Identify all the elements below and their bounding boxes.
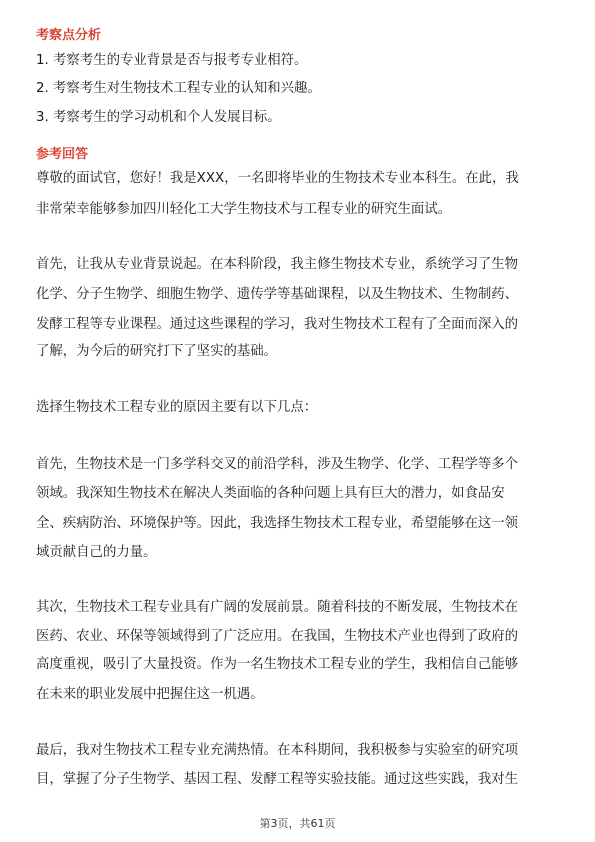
- paragraph-line: 非常荣幸能够参加四川轻化工大学生物技术与工程专业的研究生面试。: [36, 202, 452, 217]
- paragraph-line: 全、疾病防治、环境保护等。因此，我选择生物技术工程专业，希望能够在这一领: [36, 516, 519, 531]
- paragraph-line: 目，掌握了分子生物学、基因工程、发酵工程等实验技能。通过这些实践，我对生: [36, 772, 519, 787]
- paragraph-line: 高度重视，吸引了大量投资。作为一名生物技术工程专业的学生，我相信自己能够: [36, 657, 519, 672]
- page-number: 第3页，共61页: [259, 817, 336, 830]
- analysis-item: 2. 考察考生对生物技术工程专业的认知和兴趣。: [36, 81, 321, 96]
- paragraph-line: 在未来的职业发展中把握住这一机遇。: [36, 687, 264, 702]
- paragraph-line: 了解，为今后的研究打下了坚实的基础。: [36, 344, 278, 359]
- paragraph-line: 选择生物技术工程专业的原因主要有以下几点：: [36, 400, 318, 415]
- section-heading-answer: 参考回答: [36, 147, 89, 162]
- paragraph-line: 化学、分子生物学、细胞生物学、遗传学等基础课程，以及生物技术、生物制药、: [36, 287, 519, 302]
- analysis-item: 1. 考察考生的专业背景是否与报考专业相符。: [36, 53, 308, 68]
- paragraph-line: 发酵工程等专业课程。通过这些课程的学习，我对生物技术工程有了全面而深入的: [36, 317, 519, 332]
- paragraph-line: 首先，让我从专业背景说起。在本科阶段，我主修生物技术专业，系统学习了生物: [36, 257, 519, 272]
- paragraph-line: 最后，我对生物技术工程专业充满热情。在本科期间，我积极参与实验室的研究项: [36, 743, 519, 758]
- paragraph-line: 尊敬的面试官，您好！我是XXX，一名即将毕业的生物技术专业本科生。在此，我: [36, 171, 519, 186]
- analysis-item: 3. 考察考生的学习动机和个人发展目标。: [36, 110, 281, 125]
- paragraph-line: 域贡献自己的力量。: [36, 545, 157, 560]
- paragraph-line: 首先，生物技术是一门多学科交叉的前沿学科，涉及生物学、化学、工程学等多个: [36, 457, 519, 472]
- section-heading-analysis: 考察点分析: [36, 28, 102, 43]
- paragraph-line: 医药、农业、环保等领域得到了广泛应用。在我国，生物技术产业也得到了政府的: [36, 629, 519, 644]
- paragraph-line: 其次，生物技术工程专业具有广阔的发展前景。随着科技的不断发展，生物技术在: [36, 600, 519, 615]
- paragraph-line: 领域。我深知生物技术在解决人类面临的各种问题上具有巨大的潜力，如食品安: [36, 486, 505, 501]
